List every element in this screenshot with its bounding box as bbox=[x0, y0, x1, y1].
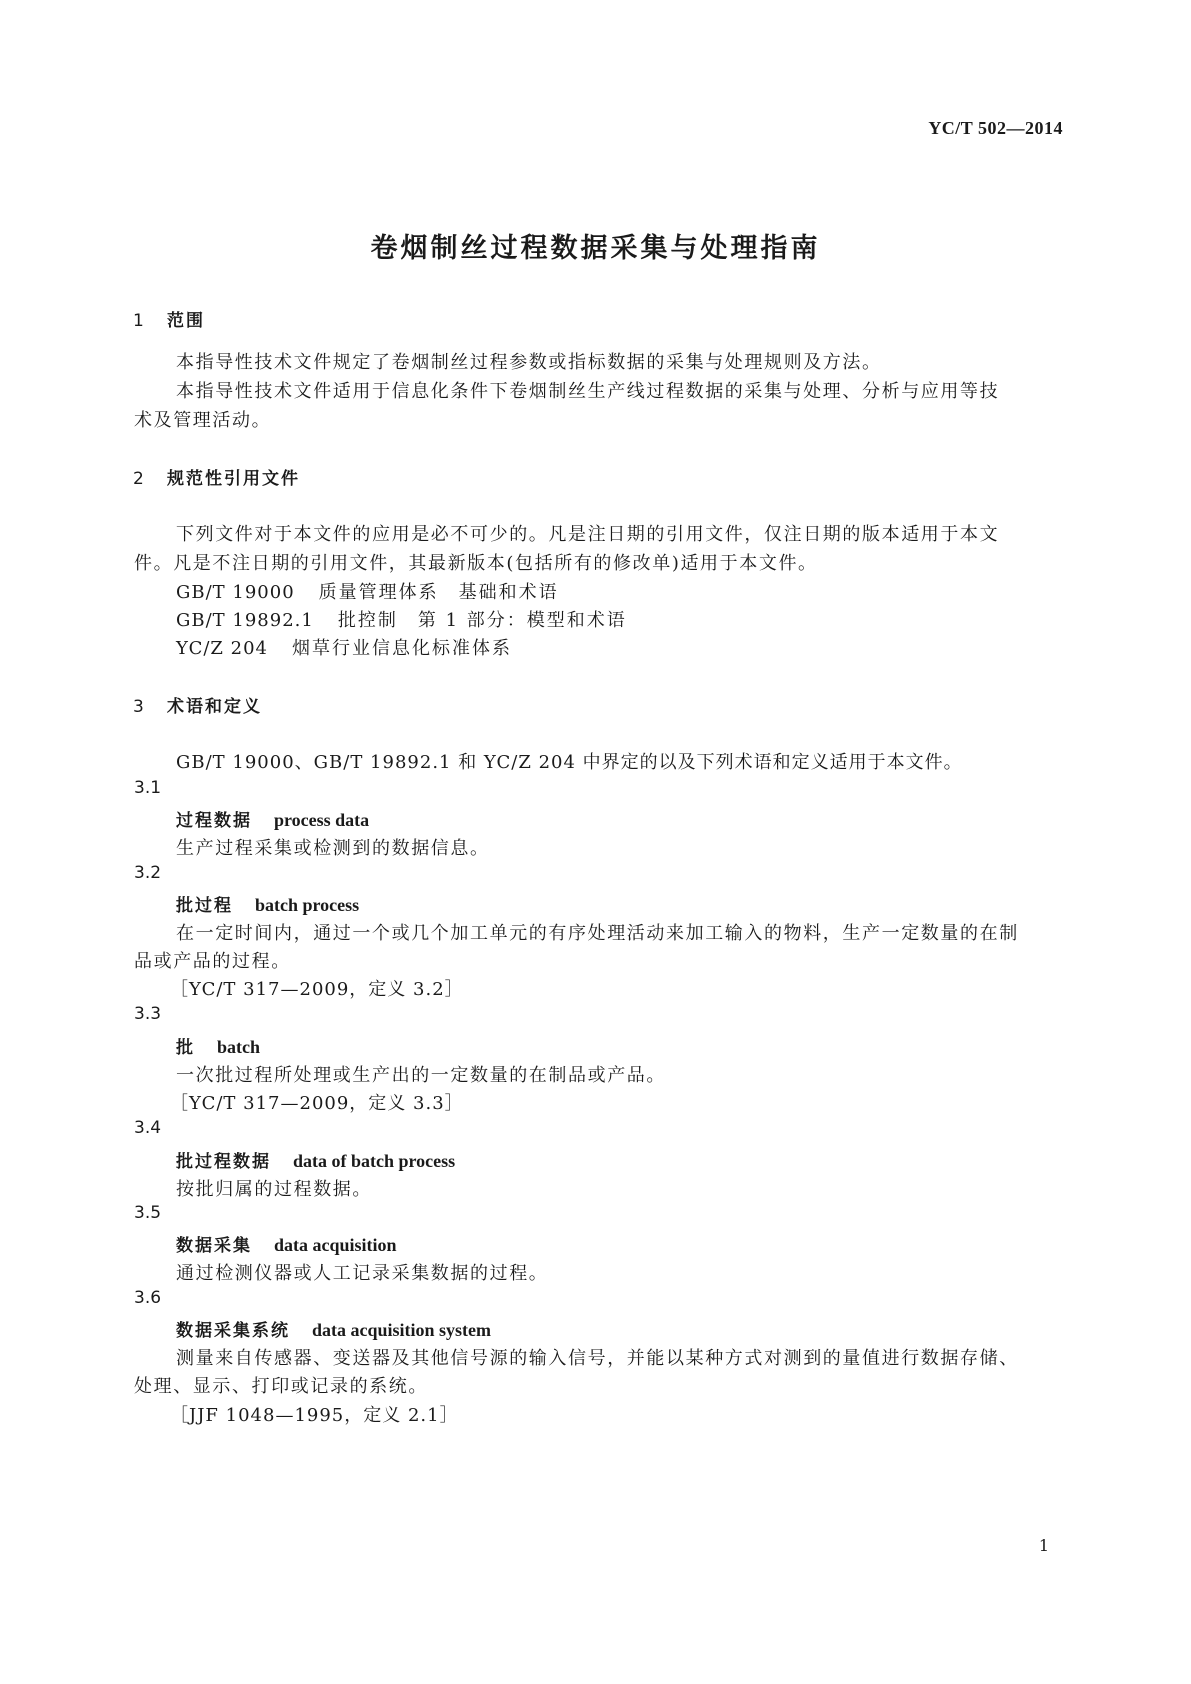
term-zh: 批过程数据 bbox=[176, 1152, 271, 1172]
section-3-heading bbox=[133, 692, 262, 717]
term-definition: 一次批过程所处理或生产出的一定数量的在制品或产品。 bbox=[176, 1065, 666, 1086]
term-definition: 生产过程采集或检测到的数据信息。 bbox=[176, 838, 490, 859]
paragraph: 本指导性技术文件适用于信息化条件下卷烟制丝生产线过程数据的采集与处理、分析与应用等技 bbox=[176, 381, 1000, 402]
term-number: 3.1 bbox=[134, 778, 162, 798]
standard-number: YC/T 502—2014 bbox=[928, 118, 1063, 138]
reference-code: GB/T 19892.1 bbox=[176, 610, 314, 631]
page-number: 1 bbox=[1038, 1536, 1049, 1555]
section-title: 规范性引用文件 bbox=[167, 469, 300, 489]
term-en: process data bbox=[274, 810, 370, 830]
section-number: 1 bbox=[133, 311, 146, 331]
reference-item bbox=[176, 578, 559, 604]
term-source: ［YC/T 317—2009，定义 3.3］ bbox=[170, 1093, 464, 1114]
term-zh: 批 bbox=[176, 1038, 195, 1058]
term-zh: 数据采集系统 bbox=[176, 1321, 290, 1341]
reference-item bbox=[176, 606, 627, 632]
section-title: 范围 bbox=[167, 311, 205, 331]
document-title: 卷烟制丝过程数据采集与处理指南 bbox=[370, 233, 821, 264]
term-definition: 在一定时间内，通过一个或几个加工单元的有序处理活动来加工输入的物料，生产一定数量的在制 bbox=[176, 923, 1019, 944]
term-en: data acquisition system bbox=[312, 1320, 492, 1340]
term-zh: 批过程 bbox=[176, 896, 233, 916]
term-number: 3.4 bbox=[134, 1118, 162, 1138]
term-en: data of batch process bbox=[293, 1151, 456, 1171]
paragraph-continuation: 术及管理活动。 bbox=[134, 410, 272, 431]
paragraph: 下列文件对于本文件的应用是必不可少的。凡是注日期的引用文件，仅注日期的版本适用于本文 bbox=[176, 524, 1000, 545]
term-source: ［YC/T 317—2009，定义 3.2］ bbox=[170, 979, 464, 1000]
term-number: 3.2 bbox=[134, 863, 162, 883]
term-en: data acquisition bbox=[274, 1235, 397, 1255]
term-entry bbox=[176, 1147, 455, 1172]
term-number: 3.3 bbox=[134, 1004, 162, 1024]
reference-title: 质量管理体系 基础和术语 bbox=[318, 582, 559, 603]
term-zh: 数据采集 bbox=[176, 1236, 252, 1256]
term-number: 3.5 bbox=[134, 1203, 162, 1223]
term-definition-continuation: 处理、显示、打印或记录的系统。 bbox=[134, 1376, 428, 1397]
reference-item bbox=[176, 634, 512, 660]
paragraph-continuation: 件。凡是不注日期的引用文件，其最新版本(包括所有的修改单)适用于本文件。 bbox=[134, 553, 818, 574]
term-definition: 通过检测仪器或人工记录采集数据的过程。 bbox=[176, 1263, 549, 1284]
term-definition: 按批归属的过程数据。 bbox=[176, 1179, 372, 1200]
term-entry bbox=[176, 891, 359, 916]
paragraph: 本指导性技术文件规定了卷烟制丝过程参数或指标数据的采集与处理规则及方法。 bbox=[176, 352, 882, 373]
reference-code: YC/Z 204 bbox=[176, 638, 268, 659]
section-1-heading bbox=[133, 306, 205, 331]
term-en: batch bbox=[217, 1037, 261, 1057]
term-entry bbox=[176, 1231, 397, 1256]
term-entry bbox=[176, 806, 369, 831]
term-entry bbox=[176, 1033, 260, 1058]
term-definition: 测量来自传感器、变送器及其他信号源的输入信号，并能以某种方式对测到的量值进行数据存储、 bbox=[176, 1348, 1019, 1369]
reference-title: 批控制 第 1 部分：模型和术语 bbox=[337, 610, 627, 631]
term-en: batch process bbox=[255, 895, 360, 915]
term-definition-continuation: 品或产品的过程。 bbox=[134, 951, 291, 972]
reference-title: 烟草行业信息化标准体系 bbox=[292, 638, 512, 659]
reference-code: GB/T 19000 bbox=[176, 582, 295, 603]
term-zh: 过程数据 bbox=[176, 811, 252, 831]
term-number: 3.6 bbox=[134, 1288, 162, 1308]
term-entry bbox=[176, 1316, 491, 1341]
section-2-heading bbox=[133, 464, 300, 489]
section-title: 术语和定义 bbox=[167, 697, 262, 717]
section-number: 2 bbox=[133, 469, 146, 489]
term-source: ［JJF 1048—1995，定义 2.1］ bbox=[170, 1405, 459, 1426]
section-number: 3 bbox=[133, 697, 146, 717]
paragraph: GB/T 19000、GB/T 19892.1 和 YC/Z 204 中界定的以及下列术语和定义适用于本文件。 bbox=[176, 752, 963, 773]
